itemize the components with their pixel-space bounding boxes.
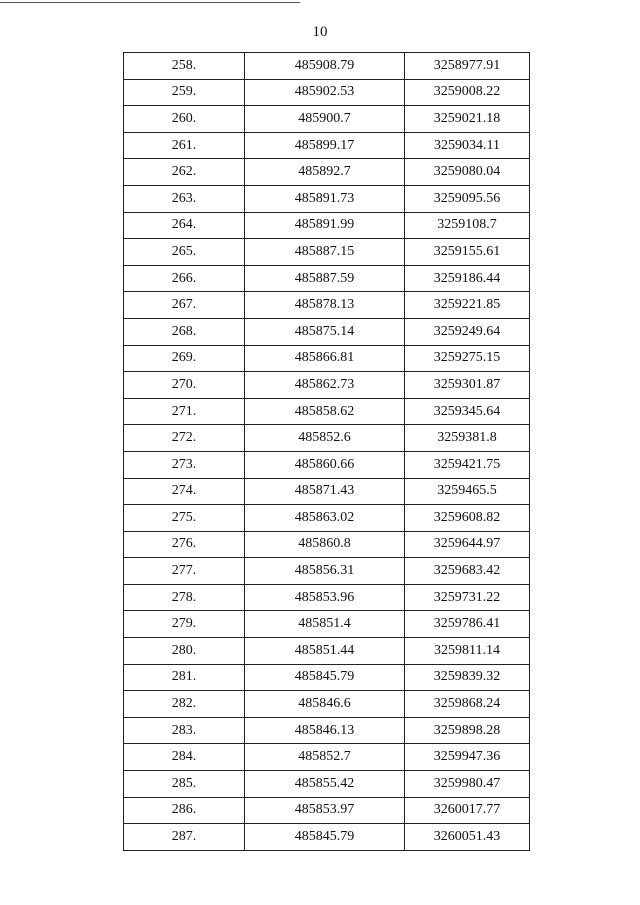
point-number-cell: 278. — [124, 584, 245, 611]
x-coordinate-cell: 485891.99 — [245, 212, 405, 239]
point-number-cell: 270. — [124, 372, 245, 399]
x-coordinate-cell: 485908.79 — [245, 53, 405, 80]
coordinates-table — [123, 52, 530, 851]
y-coordinate-cell: 3259683.42 — [405, 558, 530, 585]
table-row — [124, 79, 530, 106]
table-row — [124, 478, 530, 505]
y-coordinate-cell: 3259811.14 — [405, 638, 530, 665]
x-coordinate-cell: 485875.14 — [245, 318, 405, 345]
point-number-cell: 283. — [124, 717, 245, 744]
point-number-cell: 273. — [124, 451, 245, 478]
y-coordinate-cell: 3259608.82 — [405, 505, 530, 532]
point-number-cell: 279. — [124, 611, 245, 638]
y-coordinate-cell: 3259186.44 — [405, 265, 530, 292]
y-coordinate-cell: 3259034.11 — [405, 132, 530, 159]
point-number-cell: 262. — [124, 159, 245, 186]
y-coordinate-cell: 3259839.32 — [405, 664, 530, 691]
y-coordinate-cell: 3259108.7 — [405, 212, 530, 239]
y-coordinate-cell: 3259095.56 — [405, 185, 530, 212]
point-number-cell: 259. — [124, 79, 245, 106]
x-coordinate-cell: 485845.79 — [245, 824, 405, 851]
point-number-cell: 260. — [124, 106, 245, 133]
table-row — [124, 159, 530, 186]
table-row — [124, 638, 530, 665]
y-coordinate-cell: 3259786.41 — [405, 611, 530, 638]
point-number-cell: 265. — [124, 239, 245, 266]
table-row — [124, 53, 530, 80]
table-row — [124, 292, 530, 319]
point-number-cell: 287. — [124, 824, 245, 851]
point-number-cell: 282. — [124, 691, 245, 718]
table-row — [124, 212, 530, 239]
y-coordinate-cell: 3259021.18 — [405, 106, 530, 133]
x-coordinate-cell: 485892.7 — [245, 159, 405, 186]
y-coordinate-cell: 3259980.47 — [405, 771, 530, 798]
table-row — [124, 664, 530, 691]
table-row — [124, 771, 530, 798]
x-coordinate-cell: 485862.73 — [245, 372, 405, 399]
point-number-cell: 261. — [124, 132, 245, 159]
point-number-cell: 272. — [124, 425, 245, 452]
point-number-cell: 264. — [124, 212, 245, 239]
y-coordinate-cell: 3259868.24 — [405, 691, 530, 718]
y-coordinate-cell: 3259080.04 — [405, 159, 530, 186]
point-number-cell: 275. — [124, 505, 245, 532]
y-coordinate-cell: 3260051.43 — [405, 824, 530, 851]
x-coordinate-cell: 485860.66 — [245, 451, 405, 478]
x-coordinate-cell: 485852.7 — [245, 744, 405, 771]
x-coordinate-cell: 485858.62 — [245, 398, 405, 425]
table-row — [124, 345, 530, 372]
table-row — [124, 318, 530, 345]
y-coordinate-cell: 3260017.77 — [405, 797, 530, 824]
y-coordinate-cell: 3258977.91 — [405, 53, 530, 80]
y-coordinate-cell: 3259731.22 — [405, 584, 530, 611]
x-coordinate-cell: 485846.13 — [245, 717, 405, 744]
table-row — [124, 451, 530, 478]
table-row — [124, 531, 530, 558]
table-row — [124, 505, 530, 532]
point-number-cell: 284. — [124, 744, 245, 771]
table-row — [124, 425, 530, 452]
table-row — [124, 372, 530, 399]
x-coordinate-cell: 485852.6 — [245, 425, 405, 452]
table-row — [124, 106, 530, 133]
point-number-cell: 281. — [124, 664, 245, 691]
x-coordinate-cell: 485845.79 — [245, 664, 405, 691]
y-coordinate-cell: 3259465.5 — [405, 478, 530, 505]
table-row — [124, 584, 530, 611]
table-row — [124, 824, 530, 851]
point-number-cell: 276. — [124, 531, 245, 558]
x-coordinate-cell: 485866.81 — [245, 345, 405, 372]
x-coordinate-cell: 485860.8 — [245, 531, 405, 558]
coordinates-table-body — [124, 53, 530, 851]
y-coordinate-cell: 3259155.61 — [405, 239, 530, 266]
y-coordinate-cell: 3259249.64 — [405, 318, 530, 345]
x-coordinate-cell: 485891.73 — [245, 185, 405, 212]
y-coordinate-cell: 3259221.85 — [405, 292, 530, 319]
page-number: 10 — [312, 24, 328, 40]
point-number-cell: 258. — [124, 53, 245, 80]
x-coordinate-cell: 485851.44 — [245, 638, 405, 665]
point-number-cell: 267. — [124, 292, 245, 319]
x-coordinate-cell: 485887.59 — [245, 265, 405, 292]
point-number-cell: 266. — [124, 265, 245, 292]
table-row — [124, 717, 530, 744]
point-number-cell: 263. — [124, 185, 245, 212]
x-coordinate-cell: 485902.53 — [245, 79, 405, 106]
table-row — [124, 797, 530, 824]
x-coordinate-cell: 485856.31 — [245, 558, 405, 585]
table-row — [124, 558, 530, 585]
y-coordinate-cell: 3259301.87 — [405, 372, 530, 399]
point-number-cell: 280. — [124, 638, 245, 665]
point-number-cell: 285. — [124, 771, 245, 798]
y-coordinate-cell: 3259947.36 — [405, 744, 530, 771]
point-number-cell: 277. — [124, 558, 245, 585]
point-number-cell: 268. — [124, 318, 245, 345]
x-coordinate-cell: 485853.96 — [245, 584, 405, 611]
point-number-cell: 269. — [124, 345, 245, 372]
y-coordinate-cell: 3259644.97 — [405, 531, 530, 558]
y-coordinate-cell: 3259008.22 — [405, 79, 530, 106]
x-coordinate-cell: 485878.13 — [245, 292, 405, 319]
point-number-cell: 286. — [124, 797, 245, 824]
table-row — [124, 744, 530, 771]
table-row — [124, 265, 530, 292]
y-coordinate-cell: 3259345.64 — [405, 398, 530, 425]
y-coordinate-cell: 3259421.75 — [405, 451, 530, 478]
x-coordinate-cell: 485855.42 — [245, 771, 405, 798]
x-coordinate-cell: 485899.17 — [245, 132, 405, 159]
y-coordinate-cell: 3259381.8 — [405, 425, 530, 452]
x-coordinate-cell: 485851.4 — [245, 611, 405, 638]
y-coordinate-cell: 3259275.15 — [405, 345, 530, 372]
x-coordinate-cell: 485846.6 — [245, 691, 405, 718]
point-number-cell: 274. — [124, 478, 245, 505]
table-row — [124, 398, 530, 425]
x-coordinate-cell: 485853.97 — [245, 797, 405, 824]
table-row — [124, 132, 530, 159]
x-coordinate-cell: 485900.7 — [245, 106, 405, 133]
table-row — [124, 691, 530, 718]
point-number-cell: 271. — [124, 398, 245, 425]
x-coordinate-cell: 485863.02 — [245, 505, 405, 532]
table-row — [124, 239, 530, 266]
table-row — [124, 185, 530, 212]
x-coordinate-cell: 485887.15 — [245, 239, 405, 266]
table-row — [124, 611, 530, 638]
header-rule — [0, 2, 300, 3]
y-coordinate-cell: 3259898.28 — [405, 717, 530, 744]
x-coordinate-cell: 485871.43 — [245, 478, 405, 505]
